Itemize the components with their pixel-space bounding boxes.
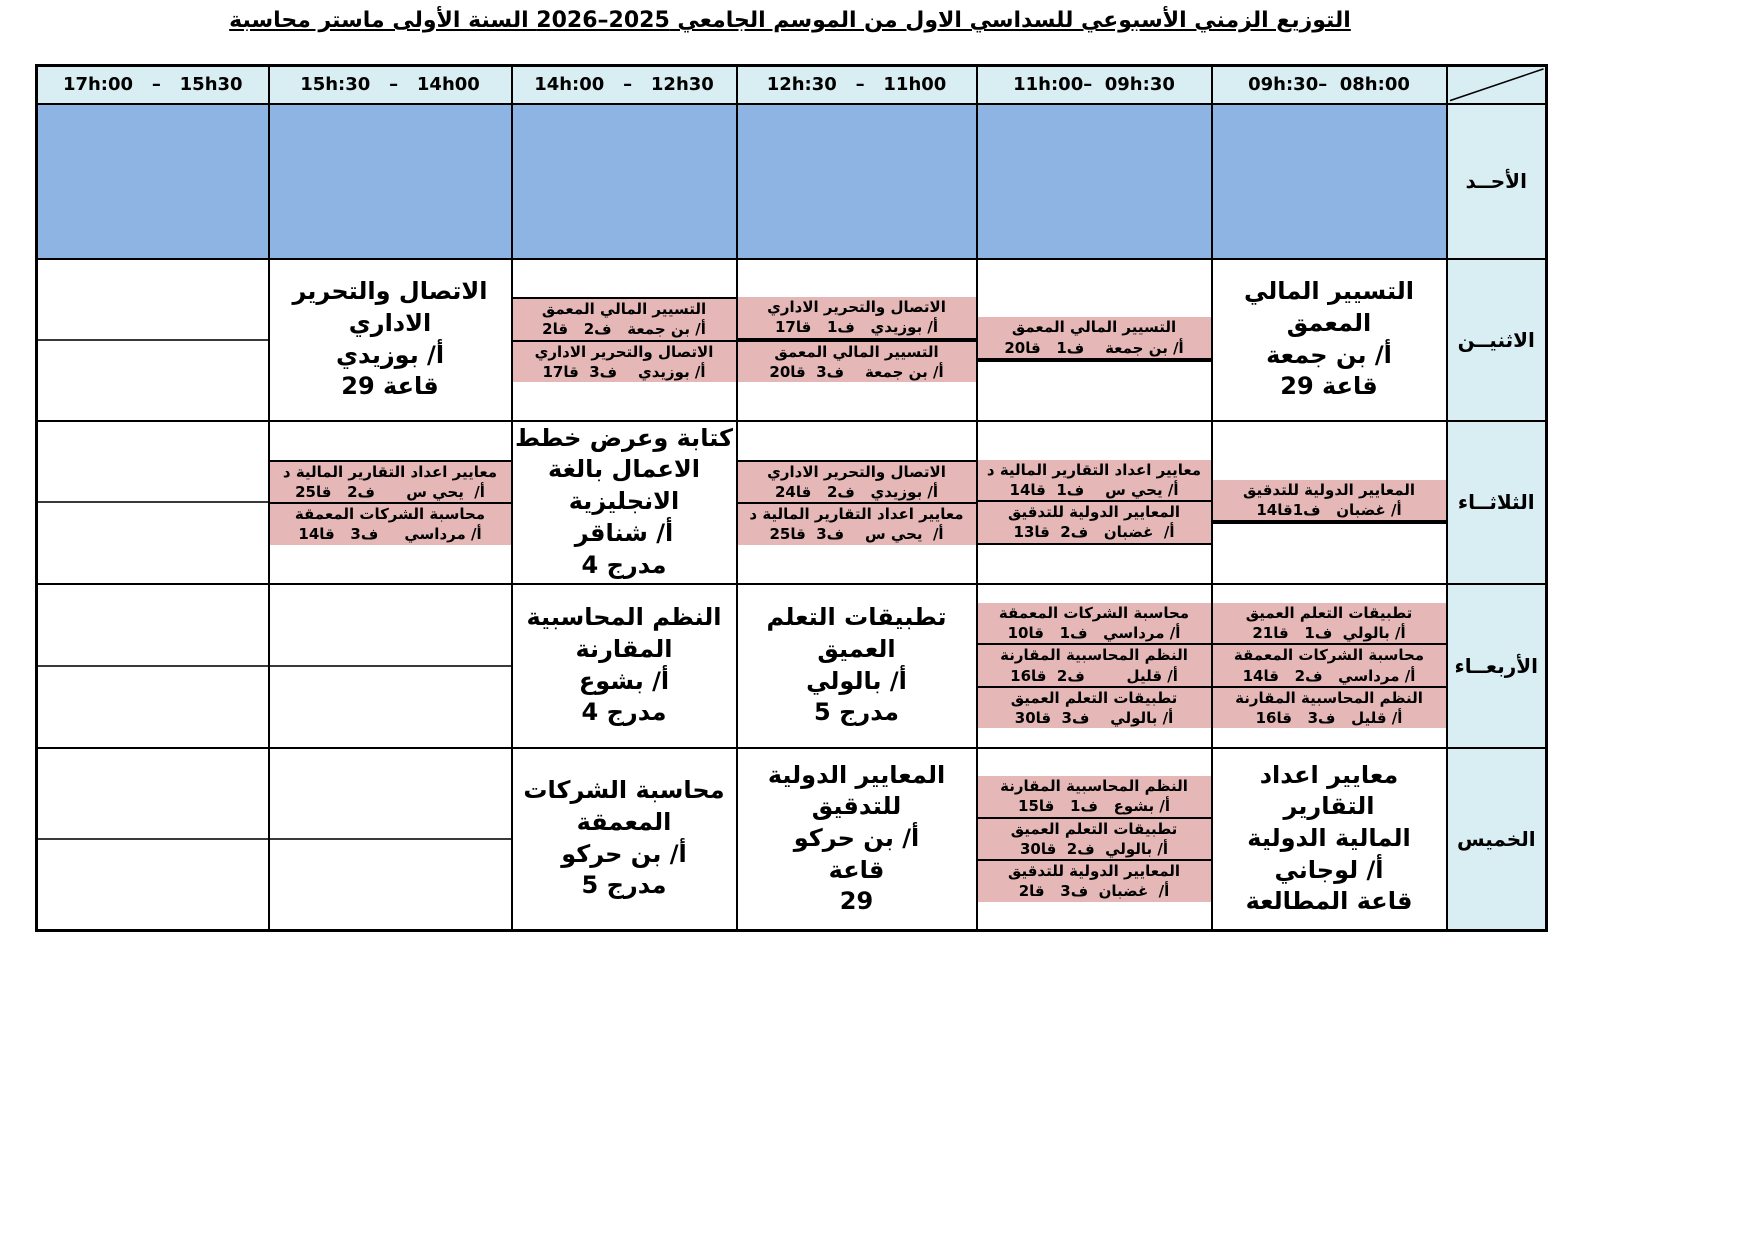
slot-stack [1213, 480, 1446, 525]
session-slot [1213, 480, 1446, 521]
session-slot [978, 317, 1211, 358]
lecture-cell [269, 259, 512, 421]
slot-stack [738, 297, 976, 382]
session-subject: الاتصال والتحرير الاداري [767, 298, 946, 316]
session-slot [978, 643, 1211, 686]
session-room: قاعة المطالعة [1245, 887, 1413, 916]
session-subject: معايير اعداد التقارير [1259, 760, 1399, 821]
empty-cell [37, 104, 269, 259]
split-cell [1212, 584, 1447, 748]
session-slot [1213, 686, 1446, 729]
time-header-2: 14h:00 – 12h30 [512, 66, 737, 104]
day-label-2: الثلاثــاء [1447, 421, 1547, 584]
page-title: التوزيع الزمني الأسبوعي للسداسي الاول من الموسم الجامعي 2025–2026 السنة الأولى ماستر محاسبة [229, 8, 1351, 33]
lecture-cell [512, 584, 737, 748]
lecture-cell [737, 748, 977, 931]
session-subject: التسيير المالي المعمق [774, 342, 939, 361]
session-subject: محاسبة الشركات [523, 776, 725, 805]
corner-cell [1447, 66, 1547, 104]
empty-slot [1213, 522, 1446, 524]
session-detail: أ/ بن جمعة ف3 قا20 [769, 362, 944, 381]
session-teacher: أ/ بالولي [806, 666, 907, 695]
session-detail: أ/ مرداسي ف1 قا10 [1007, 624, 1181, 642]
day-label-3: الأربعــاء [1447, 584, 1547, 748]
session-slot [738, 340, 976, 383]
time-header-4: 11h:00– 09h:30 [977, 66, 1212, 104]
empty-cell [737, 104, 977, 259]
session-slot [978, 776, 1211, 817]
session-teacher: أ/ بوزيدي [335, 340, 445, 369]
session-detail: أ/ يحي س ف1 قا14 [1009, 480, 1179, 499]
empty-cell [1212, 104, 1447, 259]
slot-stack [978, 460, 1211, 545]
session-room: مدرج 5 [581, 871, 667, 900]
slot-stack [38, 665, 268, 667]
session-slot [270, 460, 511, 503]
session-subject: معايير اعداد التقارير المالية د [749, 505, 964, 523]
session-teacher: المالية الدولية [1247, 823, 1411, 852]
session-slot [513, 340, 736, 383]
empty-cell [37, 259, 269, 421]
session-room: مدرج 5 [814, 698, 899, 727]
session-slot [978, 500, 1211, 543]
slot-stack [38, 838, 268, 840]
session-detail: أ/ بشوع ف1 قا15 [1018, 797, 1170, 816]
session-subject: محاسبة الشركات المعمقة [1233, 646, 1425, 665]
slot-stack [270, 665, 511, 667]
session-subject: الاتصال والتحرير الاداري [292, 277, 488, 337]
time-header-0: 17h:00 – 15h30 [37, 66, 269, 104]
empty-cell [269, 104, 512, 259]
empty-cell [977, 104, 1212, 259]
session-detail: أ/ مرداسي ف2 قا14 [1242, 666, 1416, 685]
session-teacher: أ/ بن حركو [793, 823, 920, 852]
session-subject: التسيير المالي المعمق [1244, 277, 1414, 337]
lecture-cell [1212, 748, 1447, 931]
split-cell [1212, 421, 1447, 584]
day-label-4: الخميس [1447, 748, 1547, 931]
split-cell [977, 584, 1212, 748]
session-subject: تطبيقات التعلم العميق [1245, 603, 1413, 622]
split-cell [512, 259, 737, 421]
session-subject: معايير اعداد التقارير المالية د [986, 460, 1202, 479]
session-room: مدرج 4 [581, 698, 667, 727]
session-detail: أ/ غضبان ف2 قا13 [1013, 523, 1175, 542]
session-subject: تطبيقات التعلم العميق [1010, 819, 1178, 838]
empty-slot [270, 839, 511, 840]
session-subject: محاسبة الشركات المعمقة [998, 603, 1190, 622]
empty-slot [38, 839, 268, 840]
session-slot [1213, 603, 1446, 644]
session-subject: المعايير الدولية للتدقيق [767, 760, 946, 821]
slot-stack [270, 460, 511, 545]
session-detail: أ/ مرداسي ف3 قا14 [298, 525, 482, 544]
session-teacher: أ/ لوجاني [1274, 855, 1384, 884]
session-slot [978, 603, 1211, 644]
session-teacher: المعمقة [576, 808, 672, 837]
slot-stack [270, 838, 511, 840]
empty-cell [37, 421, 269, 584]
time-header-1: 15h:30 – 14h00 [269, 66, 512, 104]
session-detail: أ/ بالولي ف3 قا30 [1014, 709, 1174, 727]
session-slot [978, 686, 1211, 729]
session-detail: أ/ غضبان ف3 قا2 [1018, 882, 1170, 901]
session-slot [513, 297, 736, 340]
session-detail: أ/ بوزيدي ف2 قا24 [774, 482, 939, 501]
slot-stack [38, 339, 268, 341]
slot-stack [513, 297, 736, 382]
session-detail: أ/ بوزيدي ف3 قا17 [542, 362, 706, 381]
session-slot [738, 460, 976, 503]
session-slot [978, 859, 1211, 902]
session-slot [978, 460, 1211, 501]
empty-slot [38, 666, 268, 667]
empty-slot [270, 666, 511, 667]
empty-cell [37, 748, 269, 931]
empty-slot [38, 340, 268, 341]
session-subject: النظم المحاسبية المقارنة [1000, 777, 1188, 795]
session-teacher: أ/ بشوع [578, 666, 670, 695]
diagonal-line [1448, 67, 1546, 103]
session-teacher: أ/ شناقر [574, 518, 674, 547]
session-room: 29 [839, 887, 874, 916]
session-subject: الاتصال والتحرير الاداري [767, 462, 946, 481]
split-cell [977, 748, 1212, 931]
slot-stack [978, 776, 1211, 902]
time-header-3: 12h:30 – 11h00 [737, 66, 977, 104]
session-detail: أ/ قليل ف2 قا16 [1010, 666, 1178, 685]
session-detail: أ/ قليل ف3 قا16 [1255, 709, 1403, 727]
empty-cell [269, 748, 512, 931]
session-room: قاعة 29 [341, 372, 439, 401]
session-detail: أ/ بوزيدي ف1 قا17 [774, 318, 939, 337]
session-slot [978, 817, 1211, 860]
empty-slot [978, 360, 1211, 362]
session-subject: تطبيقات التعلم العميق [1010, 688, 1178, 707]
session-subject: تطبيقات التعلم العميق [766, 603, 947, 663]
empty-slot [978, 543, 1211, 545]
session-subject: النظم المحاسبية المقارنة [1235, 688, 1423, 707]
session-room: مدرج 4 [581, 550, 667, 579]
lecture-cell [737, 584, 977, 748]
time-header-5: 09h:30– 08h:00 [1212, 66, 1447, 104]
session-teacher: أ/ بن حركو [561, 839, 687, 868]
session-subject: التسيير المالي المعمق [541, 300, 707, 318]
session-room: قاعة 29 [1280, 372, 1378, 401]
session-detail: أ/ غضبان ف1قا14 [1256, 501, 1402, 519]
session-detail: أ/ يحي س ف2 قا25 [295, 482, 485, 501]
session-subject: النظم المحاسبية المقارنة [526, 603, 722, 663]
session-subject: المعايير الدولية للتدقيق [1007, 862, 1181, 880]
session-detail: أ/ بالولي ف2 قا30 [1019, 839, 1169, 858]
session-slot [738, 297, 976, 338]
day-label-1: الاثنيــن [1447, 259, 1547, 421]
session-subject: كتابة وعرض خطط الاعمال بالغة الانجليزية [515, 423, 733, 516]
empty-cell [512, 104, 737, 259]
session-subject: الاتصال والتحرير الاداري [534, 342, 714, 361]
slot-stack [978, 603, 1211, 729]
day-label-0: الأحــد [1447, 104, 1547, 259]
session-subject: معايير اعداد التقارير المالية د [282, 462, 498, 481]
slot-stack [38, 501, 268, 503]
lecture-cell [512, 748, 737, 931]
session-teacher: أ/ بن جمعة [1266, 340, 1392, 369]
session-subject: المعايير الدولية للتدقيق [1007, 503, 1181, 521]
split-cell [977, 259, 1212, 421]
session-detail: أ/ بن جمعة ف1 قا20 [1004, 338, 1184, 357]
empty-cell [37, 584, 269, 748]
session-subject: محاسبة الشركات المعمقة [294, 505, 486, 523]
split-cell [977, 421, 1212, 584]
slot-stack [978, 317, 1211, 362]
session-subject: النظم المحاسبية المقارنة [1000, 646, 1188, 665]
empty-cell [269, 584, 512, 748]
session-slot [270, 502, 511, 545]
timetable-grid [35, 64, 1548, 932]
lecture-cell [512, 421, 737, 584]
split-cell [269, 421, 512, 584]
session-slot [1213, 643, 1446, 686]
split-cell [737, 421, 977, 584]
session-teacher: قاعة [828, 855, 885, 884]
session-detail: أ/ بالولي ف1 قا21 [1252, 624, 1406, 642]
lecture-cell [1212, 259, 1447, 421]
session-subject: المعايير الدولية للتدقيق [1242, 480, 1416, 499]
slot-stack [738, 460, 976, 545]
session-slot [738, 502, 976, 545]
empty-slot [38, 502, 268, 503]
session-detail: أ/ بن جمعة ف2 قا2 [542, 320, 706, 339]
session-subject: التسيير المالي المعمق [1011, 318, 1177, 337]
session-detail: أ/ يحي س ف3 قا25 [769, 525, 944, 544]
split-cell [737, 259, 977, 421]
slot-stack [1213, 603, 1446, 729]
